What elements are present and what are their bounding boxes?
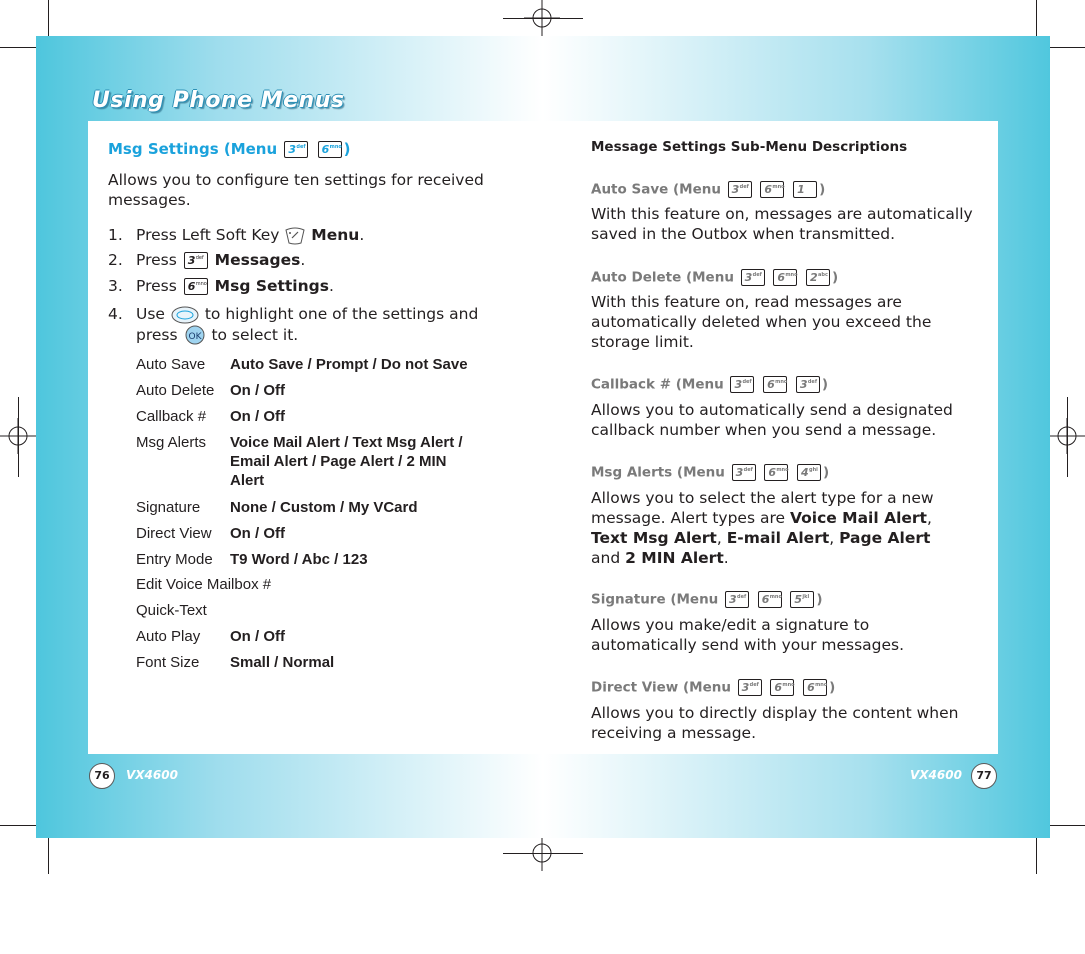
setting-label: Direct View	[136, 525, 212, 542]
crop-mark	[503, 18, 583, 19]
key-6-icon	[760, 181, 784, 198]
description-text: Allows you to select the alert type for a new message. Alert types are	[591, 489, 934, 527]
key-letters: mno	[769, 594, 782, 600]
crop-mark	[0, 47, 36, 48]
step-bold: Menu	[311, 226, 360, 244]
key-digit: 3	[187, 254, 196, 267]
key-letters: mno	[815, 682, 828, 688]
step-3	[108, 276, 334, 296]
setting-label: Auto Delete	[136, 382, 215, 399]
subheading-text: Direct View (Menu	[591, 679, 731, 696]
key-3-icon	[796, 376, 820, 393]
step-text: Press	[136, 277, 177, 295]
key-2-icon	[806, 269, 830, 286]
key-6-icon	[758, 591, 782, 608]
key-6-icon	[803, 679, 827, 696]
section-heading-close: )	[343, 140, 351, 158]
key-letters: mno	[195, 281, 207, 287]
auto-save-heading	[591, 181, 825, 198]
crop-mark	[1049, 825, 1085, 826]
key-3-icon	[728, 181, 752, 198]
key-digit: 6	[761, 593, 770, 606]
step-number: 4.	[108, 305, 123, 323]
description-text: and	[591, 549, 621, 567]
key-letters: def	[752, 272, 762, 278]
key-digit: 6	[764, 183, 773, 196]
key-3-icon	[741, 269, 765, 286]
intro-paragraph: Allows you to configure ten settings for received messages.	[108, 171, 484, 209]
key-6-icon	[763, 376, 787, 393]
key-3-icon	[730, 376, 754, 393]
ok-key-icon	[183, 325, 207, 345]
step-text: Press	[136, 251, 177, 269]
crop-mark	[18, 397, 19, 477]
direct-view-heading	[591, 679, 835, 696]
setting-value: On / Off	[230, 628, 285, 645]
section-heading	[108, 140, 350, 158]
setting-value: On / Off	[230, 408, 285, 425]
subheading-text: Msg Alerts (Menu	[591, 464, 725, 481]
alert-type: E-mail Alert	[726, 529, 830, 547]
key-digit: 3	[288, 143, 297, 156]
setting-value: None / Custom / My VCard	[230, 499, 418, 516]
setting-value: T9 Word / Abc / 123	[230, 551, 368, 568]
subheading-text: Auto Delete (Menu	[591, 269, 734, 286]
alert-type: Voice Mail Alert	[789, 509, 927, 527]
key-digit: 6	[768, 466, 776, 479]
key-letters: abc	[818, 272, 828, 278]
subheading-text: Signature (Menu	[591, 591, 719, 608]
key-letters: def	[739, 184, 749, 190]
auto-delete-description: With this feature on, read messages are automatically deleted when you exceed the storage limit.	[591, 293, 932, 351]
alert-type: Text Msg Alert	[591, 529, 717, 547]
key-6-icon	[318, 141, 342, 158]
setting-value: On / Off	[230, 525, 285, 542]
subheading-text: Callback # (Menu	[591, 376, 724, 393]
key-digit: 6	[777, 271, 785, 284]
setting-label: Edit Voice Mailbox #	[136, 576, 272, 593]
alert-type: 2 MIN Alert	[625, 549, 724, 567]
setting-value: Auto Save / Prompt / Do not Save	[230, 356, 468, 373]
key-digit: 3	[741, 681, 750, 694]
key-digit: 3	[735, 466, 744, 479]
setting-label: Auto Save	[136, 356, 206, 373]
key-digit: 3	[799, 378, 808, 391]
step-text: press	[136, 325, 178, 344]
key-3-icon	[732, 464, 756, 481]
key-letters: def	[743, 467, 753, 473]
key-digit: 3	[734, 378, 743, 391]
subheading-close: )	[819, 181, 826, 198]
key-letters: def	[195, 255, 204, 261]
subheading-close: )	[816, 591, 823, 608]
svg-text:OK: OK	[188, 332, 201, 342]
setting-value: Voice Mail Alert / Text Msg Alert / Email Alert / Page Alert / 2 MIN Alert	[230, 434, 463, 489]
crop-mark	[1036, 838, 1037, 874]
step-bold: Messages	[214, 251, 301, 269]
setting-label: Entry Mode	[136, 551, 213, 568]
step-tail: .	[300, 251, 306, 269]
key-letters: def	[807, 379, 817, 385]
step-number: 1.	[108, 226, 123, 244]
key-3-icon	[725, 591, 749, 608]
right-heading: Message Settings Sub-Menu Descriptions	[591, 139, 908, 155]
key-digit: 2	[810, 271, 818, 284]
key-letters: def	[749, 682, 759, 688]
key-6-icon	[770, 679, 794, 696]
step-number: 2.	[108, 251, 123, 269]
key-digit: 6	[767, 378, 775, 391]
key-letters: mno	[775, 379, 788, 385]
setting-label: Font Size	[136, 654, 200, 671]
key-3-icon	[184, 252, 208, 269]
msg-alerts-description: Allows you to select the alert type for a new message. Alert types are Voice Mail Alert, Text Msg Alert, E-mail Alert, Page Alert and 2 MIN Alert.	[591, 489, 934, 567]
right-page-number: 77	[971, 763, 997, 789]
step-bold: Msg Settings	[214, 277, 329, 295]
auto-delete-heading	[591, 269, 838, 286]
step-tail: .	[359, 226, 365, 244]
direct-view-description: Allows you to directly display the content when receiving a message.	[591, 704, 959, 742]
crop-mark	[1036, 0, 1037, 36]
key-digit: 3	[729, 593, 737, 606]
step-text: to select it.	[211, 325, 299, 344]
key-digit: 4	[801, 466, 809, 479]
key-letters: def	[737, 594, 747, 600]
key-letters: jkl	[802, 594, 810, 600]
step-line-2	[108, 325, 508, 346]
page-title: Using Phone Menus	[92, 88, 345, 113]
step-2	[108, 250, 305, 270]
key-letters: ghi	[809, 467, 818, 473]
key-4-icon	[797, 464, 821, 481]
crop-mark	[1067, 397, 1068, 477]
left-model-name: VX4600	[126, 768, 178, 782]
signature-description: Allows you make/edit a signature to automatically send with your messages.	[591, 616, 905, 654]
right-model-name: VX4600	[910, 768, 962, 782]
key-digit: 6	[321, 143, 330, 156]
left-page-number: 76	[89, 763, 115, 789]
setting-value: On / Off	[230, 382, 285, 399]
section-heading-text: Msg Settings (Menu	[108, 140, 278, 158]
step-text: Press Left Soft Key	[136, 226, 280, 244]
step-text: to highlight one of the settings and	[204, 305, 479, 323]
step-number: 3.	[108, 277, 123, 295]
setting-label: Quick-Text	[136, 602, 207, 619]
key-3-icon	[284, 141, 308, 158]
msg-alerts-heading	[591, 464, 829, 481]
subheading-close: )	[832, 269, 839, 286]
key-digit: 6	[187, 280, 196, 293]
setting-label: Callback #	[136, 408, 207, 425]
step-1	[108, 225, 364, 246]
key-letters: mno	[329, 144, 342, 150]
callback-description: Allows you to automatically send a designated callback number when you send a message.	[591, 401, 953, 439]
step-tail: .	[328, 277, 334, 295]
subheading-close: )	[829, 679, 836, 696]
key-digit: 6	[807, 681, 815, 694]
step-text: Use	[136, 305, 165, 323]
crop-mark	[503, 853, 583, 854]
setting-label: Msg Alerts	[136, 434, 207, 451]
auto-save-description: With this feature on, messages are automatically saved in the Outbox when transmitted.	[591, 205, 973, 243]
setting-value: Small / Normal	[230, 654, 335, 671]
key-3-icon	[738, 679, 762, 696]
left-soft-key-icon	[284, 226, 306, 246]
step-4	[108, 304, 508, 345]
subheading-text: Auto Save (Menu	[591, 181, 721, 198]
key-letters: mno	[776, 467, 789, 473]
key-6-icon	[184, 278, 208, 295]
signature-heading	[591, 591, 823, 608]
callback-heading	[591, 376, 828, 393]
crop-mark	[1049, 47, 1085, 48]
key-letters: def	[296, 144, 306, 150]
key-6-icon	[773, 269, 797, 286]
key-digit: 3	[731, 183, 740, 196]
key-letters: def	[742, 379, 752, 385]
crop-mark	[48, 838, 49, 874]
key-letters: mno	[782, 682, 795, 688]
key-digit: 5	[794, 593, 803, 606]
key-letters: mno	[772, 184, 785, 190]
subheading-close: )	[823, 464, 830, 481]
navigation-key-icon	[170, 305, 200, 325]
key-6-icon	[764, 464, 788, 481]
alert-type: Page Alert	[839, 529, 931, 547]
key-digit: 1	[797, 183, 805, 196]
key-1-icon	[793, 181, 817, 198]
crop-mark	[0, 825, 36, 826]
subheading-close: )	[821, 376, 829, 393]
key-5-icon	[790, 591, 814, 608]
crop-mark	[48, 0, 49, 36]
setting-label: Signature	[136, 499, 201, 516]
key-letters: mno	[785, 272, 798, 278]
key-digit: 6	[774, 681, 783, 694]
setting-label: Auto Play	[136, 628, 201, 645]
key-digit: 3	[744, 271, 753, 284]
